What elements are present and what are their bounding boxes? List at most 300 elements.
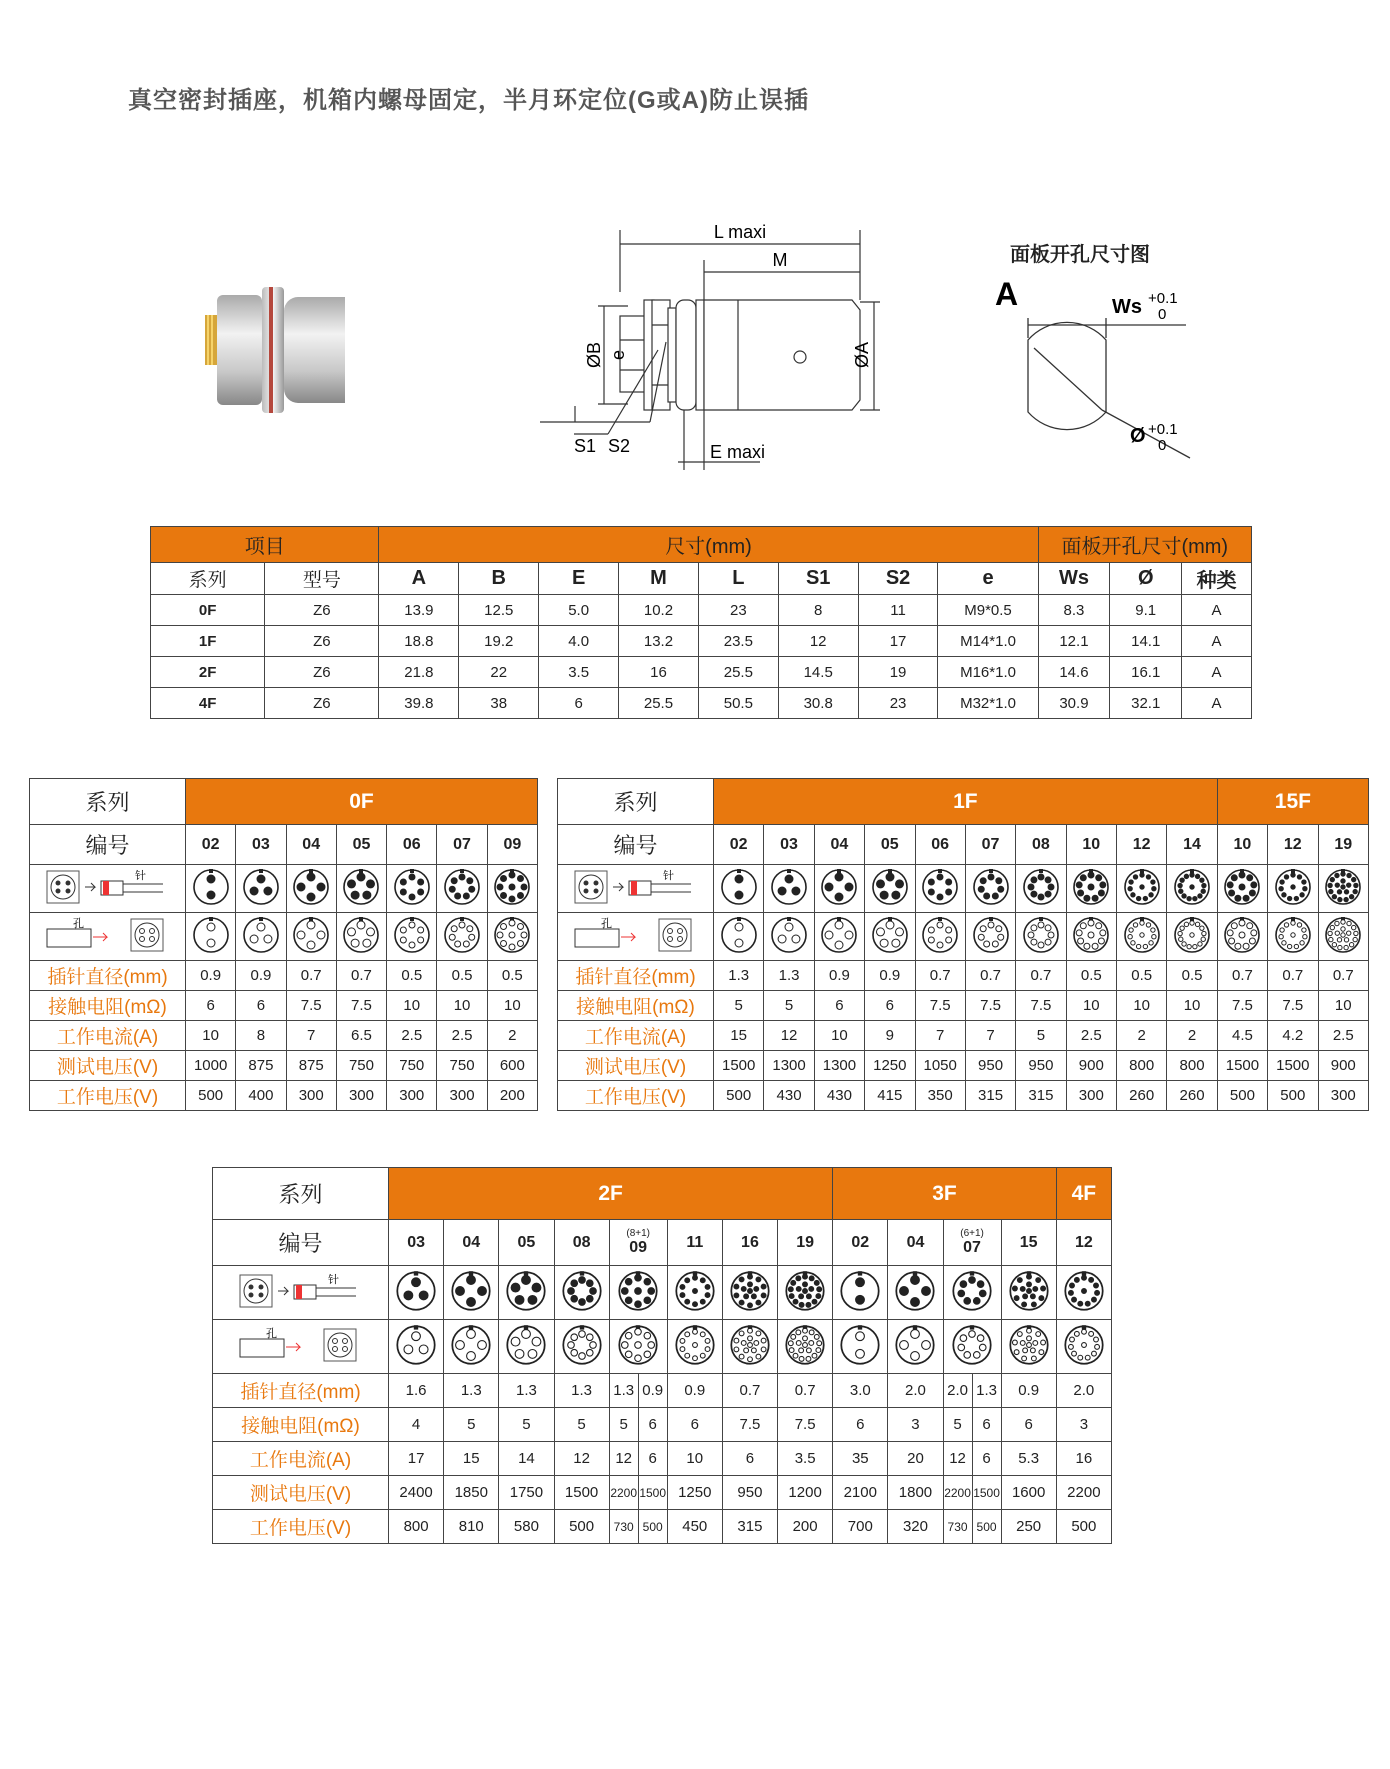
socket-layout-4-icon xyxy=(819,915,859,955)
hole-icon-cell xyxy=(286,913,336,961)
value-cell: 580 xyxy=(499,1510,554,1544)
socket-legend-label: 孔 xyxy=(600,917,612,930)
value-cell: 6 xyxy=(638,1408,667,1442)
table-row xyxy=(30,1051,538,1081)
dim-cell: 16 xyxy=(619,657,699,688)
pin-layout-2-icon xyxy=(838,1269,882,1313)
value-cell: 5 xyxy=(554,1408,609,1442)
pin-icon-cell xyxy=(814,865,864,913)
value-cell: 260 xyxy=(1117,1081,1167,1111)
value-cell: 2 xyxy=(1167,1021,1217,1051)
code-cell xyxy=(965,825,1015,865)
value-cell: 6 xyxy=(722,1442,777,1476)
dim-cell: Z6 xyxy=(265,657,379,688)
value-cell: 1.3 xyxy=(499,1374,554,1408)
code-cell xyxy=(186,825,236,865)
code-cell xyxy=(915,825,965,865)
code-cell xyxy=(667,1220,722,1266)
socket-layout-3-icon xyxy=(394,1323,438,1367)
code-cell xyxy=(1318,825,1369,865)
code-cell xyxy=(236,825,286,865)
hole-icon-cell xyxy=(186,913,236,961)
value-cell: 3 xyxy=(1056,1408,1111,1442)
table-row xyxy=(558,1081,1369,1111)
code-value: 04 xyxy=(830,835,849,853)
pin-icon-cell xyxy=(437,865,487,913)
dim-cell: 22 xyxy=(459,657,539,688)
code-value: 08 xyxy=(572,1233,591,1251)
pin-icon-cell xyxy=(1056,1266,1111,1320)
dim-cell: A xyxy=(1182,626,1252,657)
socket-layout-19-icon xyxy=(1323,915,1363,955)
value-cell: 0.5 xyxy=(437,961,487,991)
e-maxi-label: E maxi xyxy=(710,442,766,462)
hole-icon-cell xyxy=(1167,913,1217,961)
row-label: 测试电压(V) xyxy=(213,1476,389,1510)
hole-icon-cell xyxy=(554,1320,609,1374)
dim-col-header: B xyxy=(459,563,539,595)
value-cell: 500 xyxy=(186,1081,236,1111)
value-cell: 9 xyxy=(865,1021,915,1051)
row-label: 插针直径(mm) xyxy=(30,961,186,991)
series-header: 2F xyxy=(389,1168,833,1220)
pin-icon-cell xyxy=(778,1266,833,1320)
table-row xyxy=(30,865,538,913)
hole-icon-cell xyxy=(888,1320,943,1374)
value-cell: 300 xyxy=(286,1081,336,1111)
pin-icon-cell xyxy=(865,865,915,913)
pin-layout-3-icon xyxy=(394,1269,438,1313)
value-cell: 17 xyxy=(389,1442,444,1476)
value-cell: 6 xyxy=(667,1408,722,1442)
pin-icon-cell xyxy=(444,1266,499,1320)
value-cell: 6 xyxy=(972,1408,1001,1442)
value-cell: 5 xyxy=(714,991,764,1021)
dim-cell: 23.5 xyxy=(698,626,778,657)
row-label: 插针直径(mm) xyxy=(213,1374,389,1408)
dim-cell: 8 xyxy=(778,595,858,626)
pin-layout-2-icon xyxy=(191,867,231,907)
value-cell: 500 xyxy=(714,1081,764,1111)
value-cell: 500 xyxy=(1056,1510,1111,1544)
hole-icon-cell xyxy=(1056,1320,1111,1374)
hole-icon-cell xyxy=(667,1320,722,1374)
table-row xyxy=(213,1168,1112,1220)
code-value: 10 xyxy=(1082,835,1101,853)
code-value: 10 xyxy=(1233,835,1252,853)
pin-legend-label: 针 xyxy=(134,869,146,882)
dimension-table xyxy=(150,526,1252,719)
value-cell: 1300 xyxy=(764,1051,814,1081)
pin-icon-cell xyxy=(1066,865,1116,913)
value-cell: 800 xyxy=(1167,1051,1217,1081)
value-cell: 300 xyxy=(437,1081,487,1111)
hole-icon-cell xyxy=(236,913,286,961)
code-value: 03 xyxy=(252,835,270,853)
socket-layout-12-icon xyxy=(1122,915,1162,955)
e-label: e xyxy=(608,349,628,361)
value-cell: 300 xyxy=(387,1081,437,1111)
value-cell: 5 xyxy=(609,1408,638,1442)
value-cell: 0.7 xyxy=(1217,961,1267,991)
pin-layout-3-icon xyxy=(769,867,809,907)
value-cell: 7 xyxy=(965,1021,1015,1051)
code-value: 12 xyxy=(1074,1233,1093,1251)
hole-icon-cell xyxy=(1318,913,1369,961)
dim-col-header: A xyxy=(379,563,459,595)
code-cell xyxy=(888,1220,943,1266)
value-cell: 14 xyxy=(499,1442,554,1476)
value-cell: 1.6 xyxy=(389,1374,444,1408)
value-cell: 10 xyxy=(1318,991,1369,1021)
socket-layout-2-icon xyxy=(191,915,231,955)
dim-group-size: 尺寸(mm) xyxy=(379,527,1038,563)
pin-layout-12-icon xyxy=(1062,1269,1106,1313)
value-cell: 1500 xyxy=(554,1476,609,1510)
dim-cell: 4.0 xyxy=(539,626,619,657)
socket-layout-3-icon xyxy=(769,915,809,955)
code-cell xyxy=(764,825,814,865)
hole-icon-cell xyxy=(444,1320,499,1374)
dim-cell: A xyxy=(1182,657,1252,688)
socket-layout-7-icon xyxy=(971,915,1011,955)
hole-icon-cell xyxy=(1268,913,1318,961)
value-cell: 7.5 xyxy=(336,991,386,1021)
dim-col-header: Ø xyxy=(1110,563,1182,595)
value-cell: 5 xyxy=(764,991,814,1021)
table-row xyxy=(151,657,1252,688)
dim-cell: 10.2 xyxy=(619,595,699,626)
l-maxi-label: L maxi xyxy=(713,222,767,242)
value-cell: 2200 xyxy=(1056,1476,1111,1510)
hole-icon-cell xyxy=(389,1320,444,1374)
hole-icon-cell xyxy=(499,1320,554,1374)
value-cell: 6 xyxy=(1001,1408,1056,1442)
dim-cell: Z6 xyxy=(265,688,379,719)
value-cell: 500 xyxy=(638,1510,667,1544)
code-value: 07 xyxy=(453,835,471,853)
dim-cell: 30.8 xyxy=(778,688,858,719)
pin-layout-16-icon xyxy=(728,1269,772,1313)
socket-layout-8-icon xyxy=(560,1323,604,1367)
code-value: 09 xyxy=(503,835,522,853)
code-value: 06 xyxy=(402,835,421,853)
value-cell: 2100 xyxy=(833,1476,888,1510)
pin-layout-11-icon xyxy=(673,1269,717,1313)
code-cell xyxy=(387,825,437,865)
pin-layout-6-icon xyxy=(392,867,432,907)
value-cell: 10 xyxy=(667,1442,722,1476)
socket-layout-9-icon xyxy=(616,1323,660,1367)
value-cell: 2.0 xyxy=(1056,1374,1111,1408)
value-cell: 1850 xyxy=(444,1476,499,1510)
code-cell xyxy=(714,825,764,865)
row-label: 工作电压(V) xyxy=(558,1081,714,1111)
value-cell: 35 xyxy=(833,1442,888,1476)
pin-legend-label: 针 xyxy=(327,1273,339,1286)
dim-group-cutout: 面板开孔尺寸(mm) xyxy=(1038,527,1251,563)
code-cell xyxy=(865,825,915,865)
value-cell: 2400 xyxy=(389,1476,444,1510)
series-label: 系列 xyxy=(213,1168,389,1220)
value-cell: 2.0 xyxy=(943,1374,972,1408)
value-cell: 6 xyxy=(236,991,286,1021)
value-cell: 300 xyxy=(336,1081,386,1111)
hole-icon-cell xyxy=(915,913,965,961)
pin-icon-cell xyxy=(487,865,537,913)
pin-icon-cell xyxy=(389,1266,444,1320)
phi-a-label: ØA xyxy=(852,341,872,369)
code-cell xyxy=(722,1220,777,1266)
pin-icon-cell xyxy=(1268,865,1318,913)
dim-cell: 6 xyxy=(539,688,619,719)
value-cell: 1250 xyxy=(667,1476,722,1510)
hole-icon-cell xyxy=(1217,913,1267,961)
pin-layout-9-icon xyxy=(616,1269,660,1313)
pin-layout-8-icon xyxy=(1021,867,1061,907)
code-label: 编号 xyxy=(558,825,714,865)
pin-layout-2-icon xyxy=(719,867,759,907)
dim-col-header: M xyxy=(619,563,699,595)
pin-legend-icon xyxy=(43,867,173,907)
socket-layout-9-icon xyxy=(492,915,532,955)
value-cell: 200 xyxy=(487,1081,537,1111)
table-row xyxy=(30,991,538,1021)
hole-icon-cell xyxy=(778,1320,833,1374)
hole-icon-cell xyxy=(764,913,814,961)
pin-layout-8-icon xyxy=(560,1269,604,1313)
dim-cell: M9*0.5 xyxy=(938,595,1038,626)
value-cell: 6 xyxy=(814,991,864,1021)
value-cell: 320 xyxy=(888,1510,943,1544)
ws-tol-plus: +0.1 xyxy=(1148,290,1178,307)
table-row xyxy=(213,1510,1112,1544)
value-cell: 950 xyxy=(722,1476,777,1510)
pin-icon-cell xyxy=(499,1266,554,1320)
dim-cell: 9.1 xyxy=(1110,595,1182,626)
series-header: 0F xyxy=(186,779,538,825)
value-cell: 10 xyxy=(1167,991,1217,1021)
code-value: 03 xyxy=(780,835,798,853)
value-cell: 3 xyxy=(888,1408,943,1442)
dim-cell: A xyxy=(1182,595,1252,626)
hole-icon-cell xyxy=(943,1320,1001,1374)
value-cell: 260 xyxy=(1167,1081,1217,1111)
pin-icon-cell xyxy=(764,865,814,913)
dim-cell: 18.8 xyxy=(379,626,459,657)
row-label: 工作电压(V) xyxy=(213,1510,389,1544)
row-label: 工作电流(A) xyxy=(30,1021,186,1051)
pin-icon-cell xyxy=(1001,1266,1056,1320)
value-cell: 1500 xyxy=(638,1476,667,1510)
value-cell: 7.5 xyxy=(778,1408,833,1442)
value-cell: 350 xyxy=(915,1081,965,1111)
series-header: 1F xyxy=(714,779,1218,825)
value-cell: 900 xyxy=(1066,1051,1116,1081)
value-cell: 300 xyxy=(1318,1081,1369,1111)
value-cell: 6 xyxy=(865,991,915,1021)
value-cell: 450 xyxy=(667,1510,722,1544)
value-cell: 10 xyxy=(1066,991,1116,1021)
hole-icon-cell xyxy=(336,913,386,961)
pin-layout-15-icon xyxy=(1007,1269,1051,1313)
series-label: 系列 xyxy=(30,779,186,825)
dim-cell: 8.3 xyxy=(1038,595,1110,626)
pin-icon-cell xyxy=(888,1266,943,1320)
code-value: 05 xyxy=(517,1233,536,1251)
pin-legend-cell xyxy=(30,865,186,913)
dim-col-header: S2 xyxy=(858,563,938,595)
value-cell: 2.5 xyxy=(387,1021,437,1051)
value-cell: 0.9 xyxy=(638,1374,667,1408)
table-row xyxy=(558,1021,1369,1051)
code-cell xyxy=(1167,825,1217,865)
hole-icon-cell xyxy=(814,913,864,961)
dim-series-cell: 1F xyxy=(151,626,265,657)
value-cell: 750 xyxy=(336,1051,386,1081)
code-cell xyxy=(1217,825,1267,865)
socket-layout-4-icon xyxy=(893,1323,937,1367)
pin-icon-cell xyxy=(236,865,286,913)
code-cell xyxy=(1066,825,1116,865)
value-cell: 0.9 xyxy=(236,961,286,991)
table-row xyxy=(558,825,1369,865)
dim-cell: Z6 xyxy=(265,626,379,657)
value-cell: 1000 xyxy=(186,1051,236,1081)
dim-cell: 16.1 xyxy=(1110,657,1182,688)
pin-layout-12-icon xyxy=(1273,867,1313,907)
dim-cell: 14.5 xyxy=(778,657,858,688)
dim-series-cell: 4F xyxy=(151,688,265,719)
hole-icon-cell xyxy=(1001,1320,1056,1374)
pin-layout-19-icon xyxy=(783,1269,827,1313)
value-cell: 15 xyxy=(444,1442,499,1476)
value-cell: 0.7 xyxy=(1016,961,1066,991)
code-label: 编号 xyxy=(30,825,186,865)
code-value: 16 xyxy=(741,1233,759,1251)
pin-icon-cell xyxy=(1016,865,1066,913)
value-cell: 750 xyxy=(387,1051,437,1081)
value-cell: 1800 xyxy=(888,1476,943,1510)
dim-cell: Z6 xyxy=(265,595,379,626)
value-cell: 730 xyxy=(609,1510,638,1544)
code-cell xyxy=(778,1220,833,1266)
value-cell: 2.5 xyxy=(1066,1021,1116,1051)
value-cell: 2200 xyxy=(943,1476,972,1510)
value-cell: 3.0 xyxy=(833,1374,888,1408)
code-cell xyxy=(609,1220,667,1266)
pin-icon-cell xyxy=(943,1266,1001,1320)
code-cell xyxy=(444,1220,499,1266)
value-cell: 0.7 xyxy=(965,961,1015,991)
pin-layout-4-icon xyxy=(819,867,859,907)
value-cell: 415 xyxy=(865,1081,915,1111)
table-row xyxy=(558,961,1369,991)
dim-col-header: S1 xyxy=(778,563,858,595)
code-value: 02 xyxy=(729,835,748,853)
table-row xyxy=(30,779,538,825)
value-cell: 5 xyxy=(444,1408,499,1442)
value-cell: 0.7 xyxy=(286,961,336,991)
phi-tol-zero: 0 xyxy=(1158,437,1167,454)
hole-icon-cell xyxy=(714,913,764,961)
code-cell xyxy=(389,1220,444,1266)
table-row xyxy=(213,1220,1112,1266)
code-value: 03 xyxy=(407,1233,425,1251)
row-label: 测试电压(V) xyxy=(558,1051,714,1081)
hole-legend-cell xyxy=(558,913,714,961)
value-cell: 5 xyxy=(499,1408,554,1442)
table-row xyxy=(30,1021,538,1051)
value-cell: 0.9 xyxy=(1001,1374,1056,1408)
value-cell: 200 xyxy=(778,1510,833,1544)
code-value: 02 xyxy=(851,1233,870,1251)
pin-legend-cell xyxy=(213,1266,389,1320)
code-cell xyxy=(286,825,336,865)
ws-label: Ws xyxy=(1112,296,1142,318)
table-row xyxy=(151,595,1252,626)
value-cell: 20 xyxy=(888,1442,943,1476)
socket-legend-label: 孔 xyxy=(265,1327,277,1340)
pin-layout-3-icon xyxy=(241,867,281,907)
value-cell: 1.3 xyxy=(609,1374,638,1408)
pin-icon-cell xyxy=(915,865,965,913)
connector-photo xyxy=(185,285,345,445)
table-row xyxy=(558,865,1369,913)
value-cell: 3.5 xyxy=(778,1442,833,1476)
socket-layout-5-icon xyxy=(504,1323,548,1367)
dim-cell: 25.5 xyxy=(619,688,699,719)
value-cell: 430 xyxy=(764,1081,814,1111)
value-cell: 430 xyxy=(814,1081,864,1111)
value-cell: 12 xyxy=(554,1442,609,1476)
pin-icon-cell xyxy=(833,1266,888,1320)
socket-layout-7-icon xyxy=(442,915,482,955)
table-row xyxy=(213,1442,1112,1476)
table-1f-15f xyxy=(557,778,1369,1111)
value-cell: 0.5 xyxy=(1117,961,1167,991)
value-cell: 950 xyxy=(965,1051,1015,1081)
hole-legend-cell xyxy=(213,1320,389,1374)
dim-cell: 12.1 xyxy=(1038,626,1110,657)
dim-cell: 13.2 xyxy=(619,626,699,657)
socket-layout-4-icon xyxy=(291,915,331,955)
value-cell: 10 xyxy=(814,1021,864,1051)
code-cell xyxy=(336,825,386,865)
s2-label: S2 xyxy=(608,436,631,456)
series-header: 15F xyxy=(1217,779,1368,825)
value-cell: 0.7 xyxy=(778,1374,833,1408)
value-cell: 1500 xyxy=(714,1051,764,1081)
dim-cell: 11 xyxy=(858,595,938,626)
pin-legend-icon xyxy=(571,867,701,907)
socket-legend-icon xyxy=(43,915,173,955)
pin-icon-cell xyxy=(336,865,386,913)
pin-layout-19-icon xyxy=(1323,867,1363,907)
value-cell: 315 xyxy=(1016,1081,1066,1111)
panel-cutout-title: 面板开孔尺寸图 xyxy=(1010,244,1150,266)
dim-cell: 32.1 xyxy=(1110,688,1182,719)
value-cell: 6 xyxy=(833,1408,888,1442)
code-value: 14 xyxy=(1183,835,1201,853)
value-cell: 12 xyxy=(943,1442,972,1476)
socket-layout-5-icon xyxy=(341,915,381,955)
pin-icon-cell xyxy=(722,1266,777,1320)
value-cell: 16 xyxy=(1056,1442,1111,1476)
series-header: 3F xyxy=(833,1168,1057,1220)
table-row xyxy=(213,1266,1112,1320)
value-cell: 1250 xyxy=(865,1051,915,1081)
